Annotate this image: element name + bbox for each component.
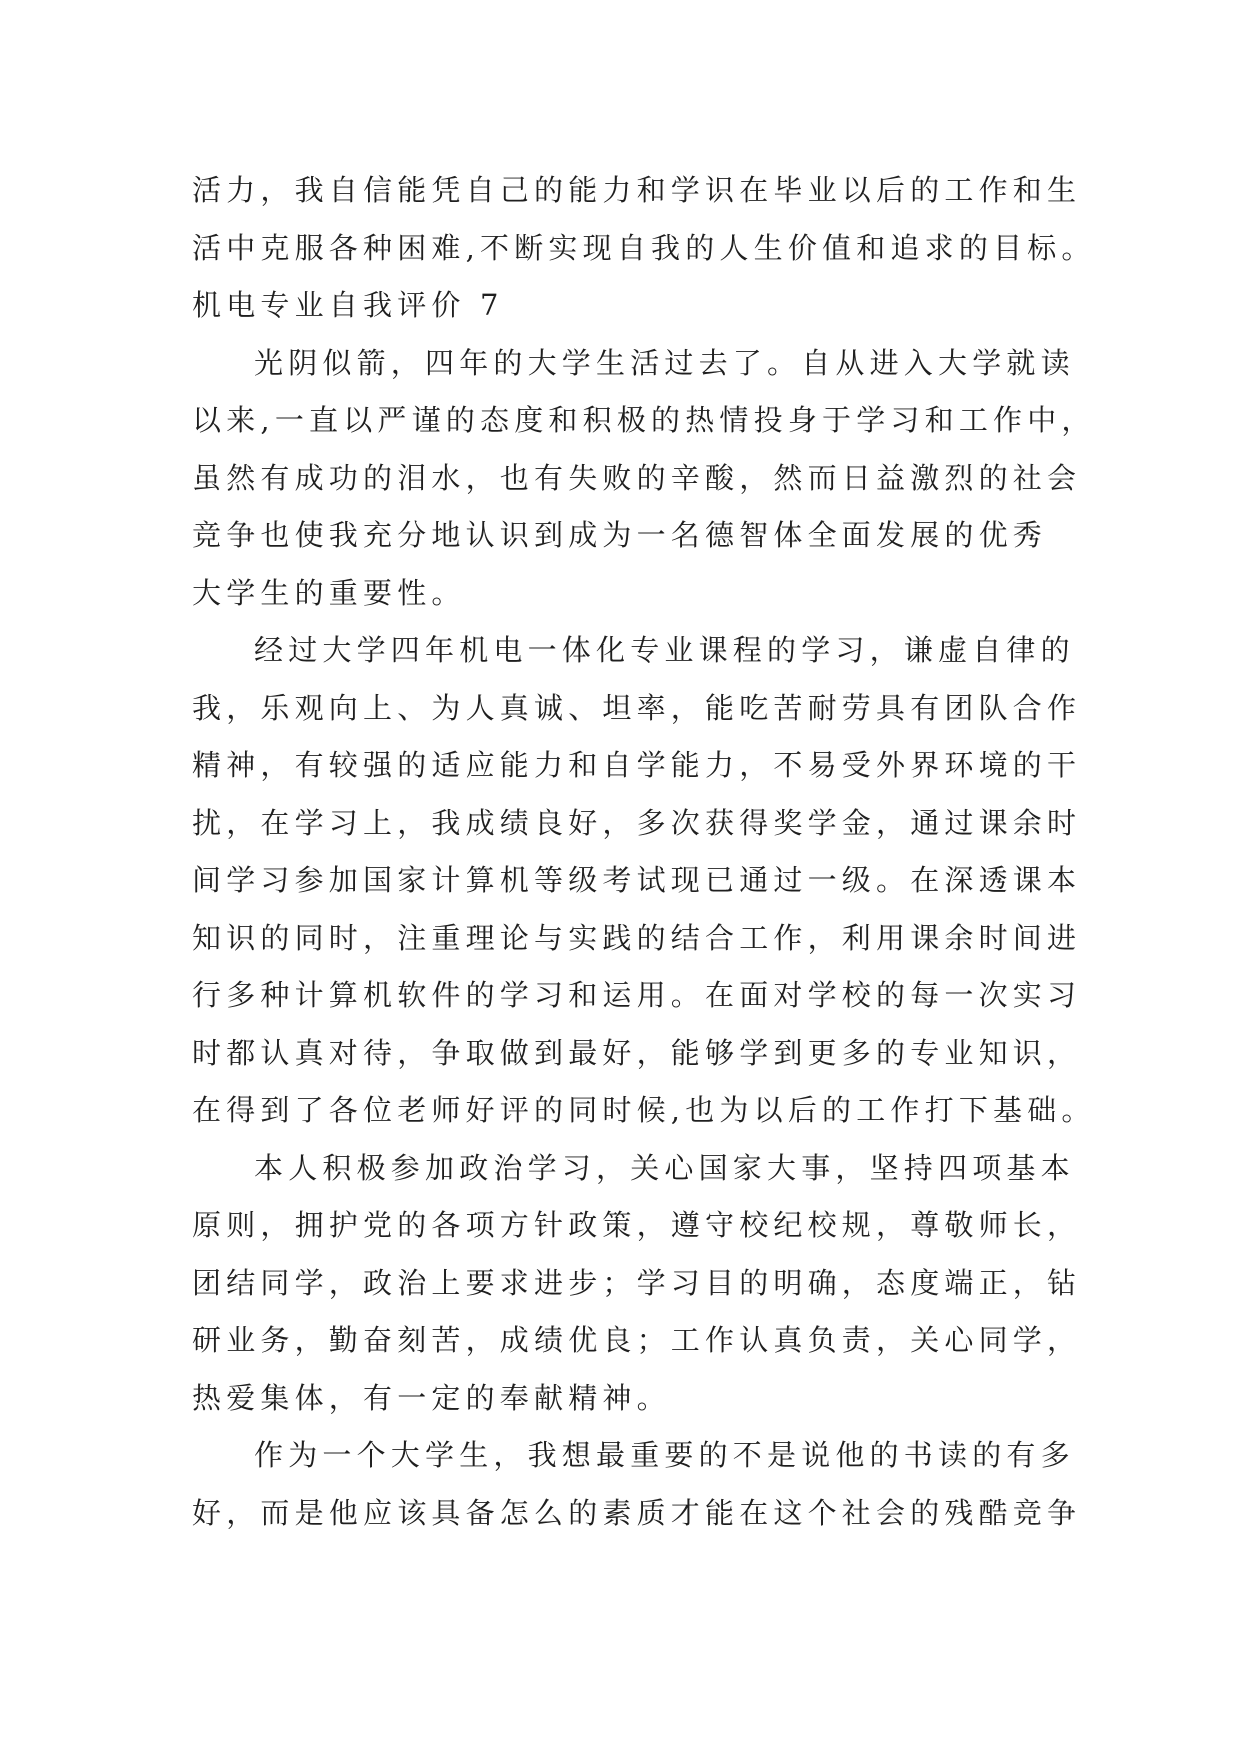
text-line: 知识的同时，注重理论与实践的结合工作，利用课余时间进 <box>192 920 1082 955</box>
text-line: 精神，有较强的适应能力和自学能力，不易受外界环境的干 <box>192 748 1082 782</box>
text-line: 间学习参加国家计算机等级考试现已通过一级。在深透课本 <box>192 863 1082 897</box>
text-line: 在得到了各位老师好评的同时候,也为以后的工作打下基础。 <box>192 1093 1096 1127</box>
text-line: 活力，我自信能凭自己的能力和学识在毕业以后的工作和生 <box>192 173 1082 207</box>
paragraph-first-line: 光阴似箭，四年的大学生活过去了。自从进入大学就读 <box>254 345 1075 380</box>
paragraph-first-line: 作为一个大学生，我想最重要的不是说他的书读的有多 <box>254 1438 1075 1472</box>
text-line: 大学生的重要性。 <box>192 575 466 610</box>
document-body <box>192 162 1096 1542</box>
text-line: 热爱集体，有一定的奉献精神。 <box>192 1380 671 1415</box>
text-line: 原则，拥护党的各项方针政策，遵守校纪校规，尊敬师长， <box>192 1208 1082 1242</box>
text-line: 行多种计算机软件的学习和运用。在面对学校的每一次实习 <box>192 978 1082 1012</box>
text-line: 以来,一直以严谨的态度和积极的热情投身于学习和工作中， <box>192 403 1096 437</box>
text-line: 活中克服各种困难,不断实现自我的人生价值和追求的目标。 <box>192 230 1096 265</box>
paragraph-first-line: 经过大学四年机电一体化专业课程的学习，谦虚自律的 <box>254 633 1075 667</box>
text-line: 虽然有成功的泪水，也有失败的辛酸，然而日益激烈的社会 <box>192 460 1082 495</box>
text-line: 时都认真对待，争取做到最好，能够学到更多的专业知识， <box>192 1035 1082 1070</box>
text-line: 竞争也使我充分地认识到成为一名德智体全面发展的优秀 <box>192 518 1048 552</box>
text-line: 我，乐观向上、为人真诚、坦率，能吃苦耐劳具有团队合作 <box>192 690 1082 725</box>
text-line: 研业务，勤奋刻苦，成绩优良；工作认真负责，关心同学， <box>192 1323 1082 1357</box>
text-line: 团结同学，政治上要求进步；学习目的明确，态度端正，钻 <box>192 1265 1082 1300</box>
text-line: 扰，在学习上，我成绩良好，多次获得奖学金，通过课余时 <box>192 805 1082 840</box>
text-line: 好，而是他应该具备怎么的素质才能在这个社会的残酷竞争 <box>192 1495 1082 1530</box>
text-line: 机电专业自我评价 7 <box>192 288 504 322</box>
paragraph-first-line: 本人积极参加政治学习，关心国家大事，坚持四项基本 <box>254 1150 1075 1185</box>
